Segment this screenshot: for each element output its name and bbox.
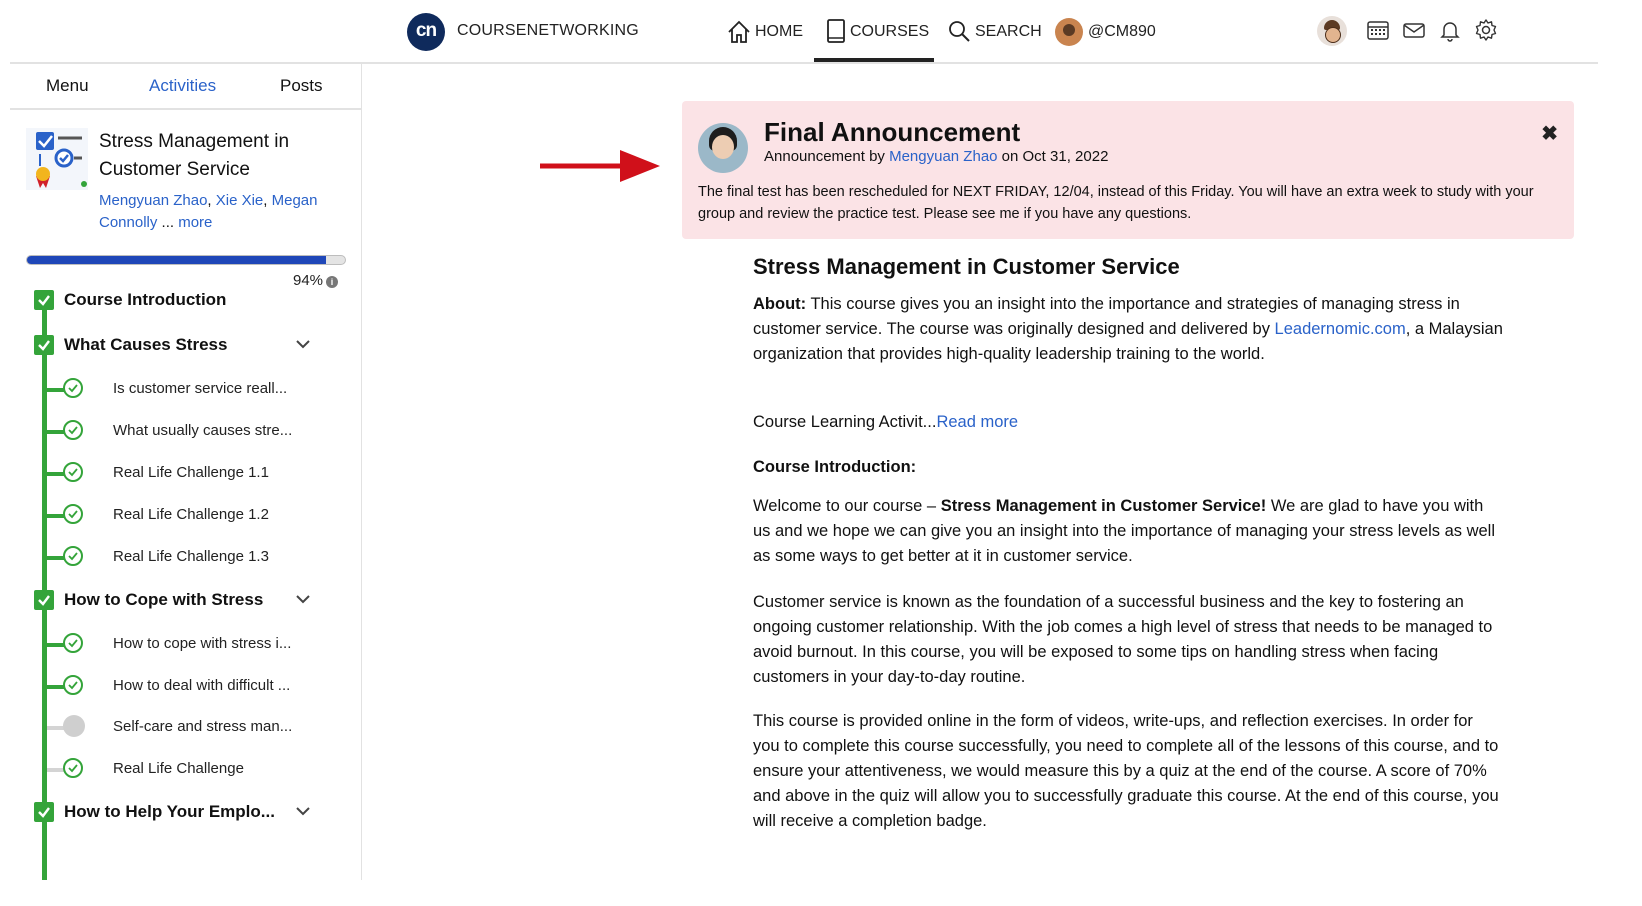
section-label: What Causes Stress — [64, 335, 228, 354]
about-text: This course gives you an insight into the importance and strategies of managing stress in customer service. The course was originally designed and delivered by — [753, 295, 1460, 338]
chevron-down-icon[interactable] — [294, 802, 312, 820]
section-how-to-cope-with-stress[interactable] — [34, 588, 334, 612]
about-paragraph — [753, 292, 1503, 367]
course-heading: Stress Management in Customer Service — [753, 254, 1180, 279]
course-badge-icon — [26, 128, 88, 190]
section-label: Course Introduction — [64, 290, 227, 309]
red-arrow-icon — [540, 148, 664, 184]
course-progress-fill — [27, 256, 326, 264]
activity-item[interactable] — [47, 502, 337, 528]
about-text: , a Malaysian organization that provides high-quality leadership training to the world. — [753, 320, 1503, 363]
announcement-date: on Oct 31, 2022 — [997, 148, 1109, 165]
search-icon — [946, 19, 972, 45]
activity-item[interactable] — [47, 756, 337, 782]
checkbox-checked-icon — [34, 290, 54, 310]
activities-teaser — [753, 410, 1503, 435]
progress-percent: 94% — [293, 272, 324, 289]
profile-avatar[interactable] — [1317, 16, 1347, 46]
course-authors — [99, 190, 349, 234]
activity-label: Real Life Challenge — [113, 760, 244, 777]
author-separator: , — [207, 192, 216, 209]
announcement-by-label: Announcement by — [764, 148, 890, 165]
activity-label: Self-care and stress man... — [113, 718, 293, 735]
chevron-down-icon[interactable] — [294, 335, 312, 353]
course-introduction-heading: Course Introduction: — [753, 458, 917, 476]
home-icon — [726, 19, 752, 45]
welcome-paragraph — [753, 494, 1503, 569]
check-circle-icon — [63, 546, 83, 566]
bell-icon[interactable] — [1438, 18, 1462, 42]
book-icon — [825, 18, 847, 46]
tab-posts[interactable]: Posts — [280, 76, 323, 95]
activities-teaser-text: Course Learning Activit... — [753, 413, 937, 431]
gear-icon[interactable] — [1474, 18, 1498, 42]
author-link[interactable]: Mengyuan Zhao — [99, 192, 208, 209]
read-more-link[interactable]: Read more — [936, 413, 1019, 431]
course-format-paragraph: This course is provided online in the form of videos, write-ups, and reflection exercises. In order for you to complete this course successfully, you need to complete all of the lessons of this course, and to ensure your attentiveness, we would measure this by a quiz at the end of the course. A score of 70% and above in the quiz will allow you to successfully graduate this course. At the end of this course, you will receive a completion badge. — [753, 712, 1499, 830]
checkbox-checked-icon — [34, 335, 54, 355]
activity-label: How to deal with difficult ... — [113, 677, 291, 694]
activity-item[interactable] — [47, 418, 337, 444]
welcome-text: We are glad to have you with us and we hope we can give you an insight into the importance of managing your stress levels as well as some ways to get better at it in customer service. — [753, 497, 1496, 565]
calendar-icon[interactable] — [1366, 18, 1390, 42]
nav-home[interactable] — [726, 18, 803, 46]
course-progress-label — [293, 272, 338, 289]
tab-activities[interactable]: Activities — [149, 76, 217, 95]
section-how-to-help-your-employees[interactable] — [34, 800, 334, 824]
checkbox-checked-icon — [34, 802, 54, 822]
activity-item[interactable] — [47, 376, 337, 402]
nav-courses-label: COURSES — [850, 23, 930, 40]
mail-icon[interactable] — [1402, 18, 1426, 42]
check-circle-icon — [63, 378, 83, 398]
logo[interactable]: cn — [407, 13, 445, 51]
course-thumbnail[interactable] — [26, 128, 88, 190]
announcement-banner — [682, 101, 1574, 239]
welcome-course-name: Stress Management in Customer Service! — [940, 497, 1267, 515]
activity-label: What usually causes stre... — [113, 422, 293, 439]
course-description — [753, 252, 1503, 830]
author-separator: , — [263, 192, 272, 209]
chevron-down-icon[interactable] — [294, 590, 312, 608]
check-circle-icon — [63, 758, 83, 778]
nav-search[interactable] — [946, 18, 1042, 46]
sidebar-tabs — [10, 64, 361, 110]
tab-menu[interactable]: Menu — [46, 76, 89, 95]
activity-item[interactable] — [47, 460, 337, 486]
user-avatar — [1055, 18, 1083, 46]
course-sidebar — [10, 64, 362, 880]
nav-courses[interactable] — [825, 18, 929, 46]
close-icon[interactable]: ✖ — [1541, 123, 1558, 145]
check-circle-icon — [63, 504, 83, 524]
check-circle-icon — [63, 462, 83, 482]
section-what-causes-stress[interactable] — [34, 333, 334, 357]
customer-service-paragraph: Customer service is known as the foundation of a successful business and the key to fostering an ongoing customer relationship. With the job comes a high level of stress that needs to be managed to avoid burnout. In this course, you will be exposed to some tips on handling stress when facing customers in your day-to-day routine. — [753, 593, 1493, 686]
brand-name[interactable]: COURSENETWORKING — [457, 22, 639, 39]
check-circle-icon — [63, 420, 83, 440]
section-label: How to Help Your Emplo... — [64, 802, 275, 821]
check-circle-icon — [63, 675, 83, 695]
course-progress-bar — [26, 255, 346, 265]
nav-home-label: HOME — [755, 23, 803, 40]
activity-label: Real Life Challenge 1.1 — [113, 464, 269, 481]
activity-item[interactable] — [47, 631, 337, 657]
announcement-author-link[interactable]: Mengyuan Zhao — [889, 148, 998, 165]
about-label: About: — [753, 295, 807, 313]
announcement-meta — [764, 148, 1108, 165]
activity-item[interactable] — [47, 673, 337, 699]
nav-search-label: SEARCH — [975, 23, 1042, 40]
announcement-body: The final test has been rescheduled for NEXT FRIDAY, 12/04, instead of this Friday. You will have an extra week to study with your group and review the practice test. Please see me if you have any questions. — [698, 184, 1534, 222]
activity-label: How to cope with stress i... — [113, 635, 292, 652]
info-icon[interactable]: i — [326, 276, 338, 288]
nav-user-profile[interactable] — [1055, 18, 1156, 46]
activity-label: Real Life Challenge 1.3 — [113, 548, 269, 565]
more-authors-link[interactable]: more — [178, 214, 213, 231]
section-course-introduction[interactable] — [34, 288, 334, 312]
incomplete-circle-icon — [63, 715, 85, 737]
top-navbar — [0, 0, 1598, 62]
author-ellipsis: ... — [157, 214, 179, 231]
activity-item[interactable] — [47, 544, 337, 570]
announcer-avatar[interactable] — [698, 123, 748, 173]
leadernomic-link[interactable]: Leadernomic.com — [1274, 320, 1406, 338]
activity-item-incomplete[interactable] — [47, 714, 337, 740]
announcement-title: Final Announcement — [764, 117, 1021, 147]
welcome-text: Welcome to our course – — [753, 497, 941, 515]
nav-username: @CM890 — [1088, 23, 1156, 40]
course-title[interactable]: Stress Management in Customer Service — [99, 131, 290, 180]
check-circle-icon — [63, 633, 83, 653]
author-link[interactable]: Megan Connolly — [99, 192, 318, 231]
checkbox-checked-icon — [34, 590, 54, 610]
activity-label: Real Life Challenge 1.2 — [113, 506, 269, 523]
author-link[interactable]: Xie Xie — [215, 192, 264, 209]
section-label: How to Cope with Stress — [64, 590, 264, 609]
activity-label: Is customer service reall... — [113, 380, 288, 397]
